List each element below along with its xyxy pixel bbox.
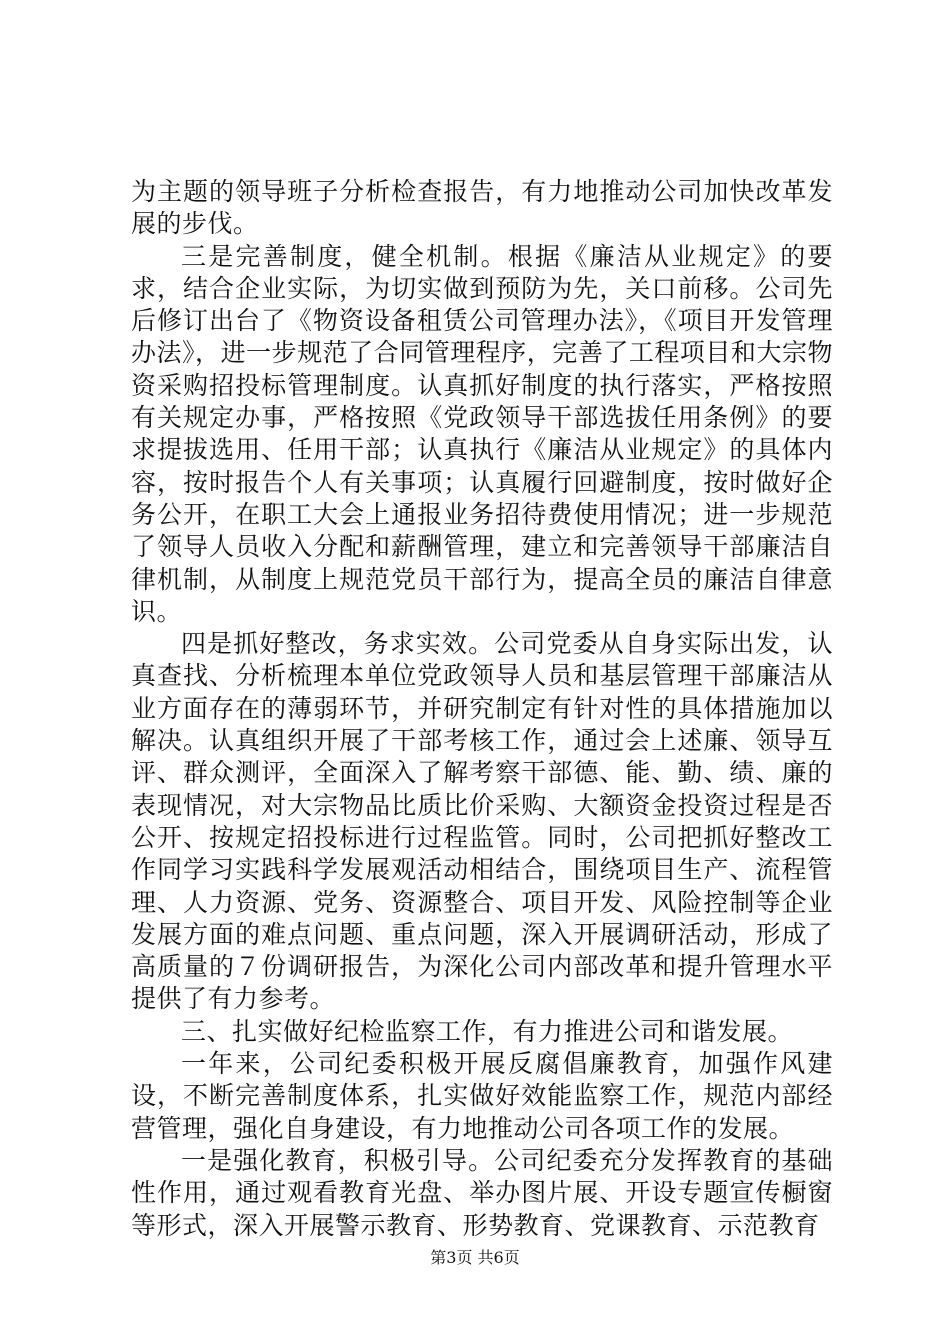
section-heading-discipline-inspection: 三、扎实做好纪检监察工作，有力推进公司和谐发展。 — [181, 1016, 794, 1046]
page-footer — [0, 1245, 950, 1268]
page-number: 第3页 共6页 — [430, 1248, 520, 1267]
paragraph-education: 一是强化教育，积极引导。公司纪委充分发挥教育的基础性作用，通过观看教育光盘、举办图片展、开设专题宣传橱窗等形式，深入开展警示教育、形势教育、党课教育、示范教育 — [131, 1145, 833, 1240]
paragraph-rectification: 四是抓好整改，务求实效。公司党委从自身实际出发，认真查找、分析梳理本单位党政领导人员和基层管理干部廉洁从业方面存在的薄弱环节，并研究制定有针对性的具体措施加以解决。认真组织开展了干部考核工作，通过会上述廉、领导互评、群众测评，全面深入了解考察干部德、能、勤、绩、廉的表现情况，对大宗物品比质比价采购、大额资金投资过程是否公开、按规定招投标进行过程监管。同时，公司把抓好整改工作同学习实践科学发展观活动相结合，围绕项目生产、流程管理、人力资源、党务、资源整合、项目开发、风险控制等企业发展方面的难点问题、重点问题，深入开展调研活动，形成了高质量的７份调研报告，为深化公司内部改革和提升管理水平提供了有力参考。 — [131, 629, 833, 1014]
document-body — [131, 176, 833, 1242]
paragraph-improve-system: 三是完善制度，健全机制。根据《廉洁从业规定》的要求，结合企业实际，为切实做到预防为先，关口前移。公司先后修订出台了《物资设备租赁公司管理办法》，《项目开发管理办法》，进一步规范了合同管理程序，完善了工程项目和大宗物资采购招投标管理制度。认真抓好制度的执行落实，严格按照有关规定办事，严格按照《党政领导干部选拔任用条例》的要求提拔选用、任用干部；认真执行《廉洁从业规定》的具体内容，按时报告个人有关事项；认真履行回避制度，按时做好企务公开，在职工大会上通报业务招待费使用情况；进一步规范了领导人员收入分配和薪酬管理，建立和完善领导干部廉洁自律机制，从制度上规范党员干部行为，提高全员的廉洁自律意识。 — [131, 241, 833, 626]
paragraph-year-summary: 一年来，公司纪委积极开展反腐倡廉教育，加强作风建设，不断完善制度体系，扎实做好效能监察工作，规范内部经营管理，强化自身建设，有力地推动公司各项工作的发展。 — [131, 1049, 833, 1143]
paragraph-continuation: 为主题的领导班子分析检查报告，有力地推动公司加快改革发展的步伐。 — [131, 177, 833, 239]
